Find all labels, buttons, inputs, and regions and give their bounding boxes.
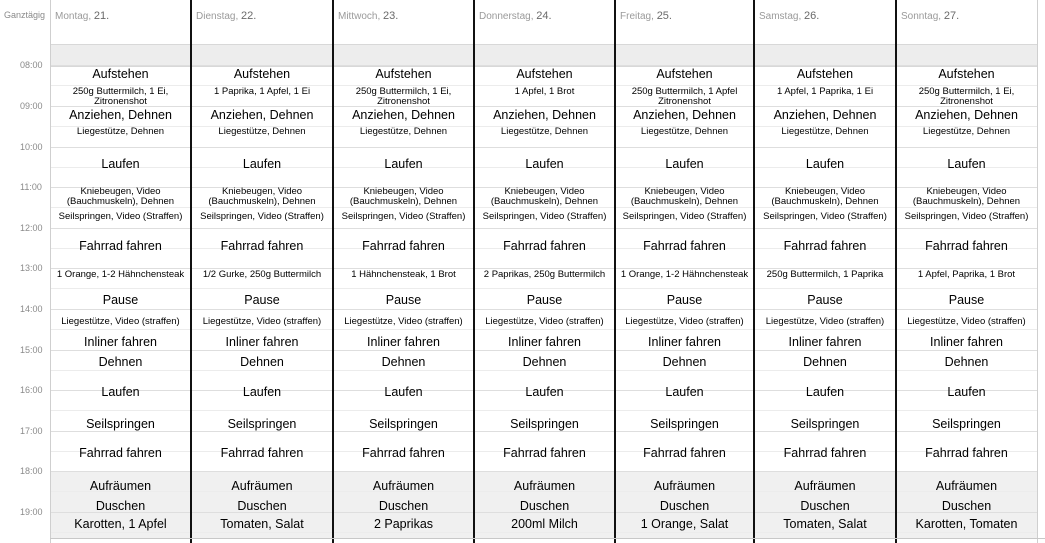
calendar-event[interactable]: 250g Buttermilch, 1 Apfel Zitronenshot <box>631 86 738 107</box>
half-hour-line <box>896 329 1037 330</box>
hour-line <box>615 147 754 148</box>
calendar-event[interactable]: Dehnen <box>803 355 847 369</box>
hour-line <box>474 431 615 432</box>
hour-line <box>896 309 1037 310</box>
calendar-event[interactable]: Anziehen, Dehnen <box>493 108 596 122</box>
calendar-event[interactable]: Dehnen <box>381 355 426 369</box>
calendar-event[interactable]: Liegestütze, Video (straffen) <box>907 316 1026 327</box>
calendar-event[interactable]: Tomaten, Salat <box>783 517 867 531</box>
day-date: 21. <box>93 10 110 22</box>
calendar-event[interactable]: Liegestütze, Dehnen <box>76 126 165 137</box>
half-hour-line <box>191 329 333 330</box>
allday-slot[interactable] <box>615 44 754 67</box>
hour-line <box>333 65 474 66</box>
calendar-event[interactable]: Seilspringen, Video (Straffen) <box>482 211 607 222</box>
calendar-event[interactable]: Laufen <box>242 385 282 399</box>
day-name: Mittwoch, <box>338 11 381 22</box>
day-name: Freitag, <box>620 11 654 22</box>
calendar-event[interactable]: Pause <box>666 293 703 307</box>
allday-slot[interactable] <box>191 44 333 67</box>
calendar-event[interactable]: 200ml Milch <box>511 517 578 531</box>
calendar-event[interactable]: Duschen <box>378 499 429 513</box>
calendar-event[interactable]: Aufstehen <box>516 67 573 81</box>
hour-line <box>333 350 474 351</box>
hour-line <box>754 431 896 432</box>
day-date: 24. <box>536 10 552 22</box>
calendar-event[interactable]: Seilspringen, Video (Straffen) <box>200 211 324 222</box>
calendar-event[interactable]: Seilspringen <box>369 417 438 431</box>
calendar-event[interactable]: Fahrrad fahren <box>503 446 586 460</box>
calendar-event[interactable]: Seilspringen <box>86 417 155 431</box>
hour-line <box>191 106 333 107</box>
calendar-event[interactable]: Fahrrad fahren <box>925 239 1008 253</box>
calendar-event[interactable]: Karotten, Tomaten <box>915 517 1018 531</box>
hour-line <box>333 471 474 472</box>
calendar-event[interactable]: 1 Apfel, 1 Brot <box>514 86 575 97</box>
half-hour-line <box>896 410 1037 411</box>
calendar-event[interactable]: Aufstehen <box>656 67 713 81</box>
calendar-event[interactable]: Aufstehen <box>796 67 854 81</box>
calendar-event[interactable]: Liegestütze, Video (straffen) <box>625 316 744 327</box>
half-hour-line <box>615 288 754 289</box>
calendar-event[interactable]: Kniebeugen, Video (Bauchmuskeln), Dehnen <box>66 186 175 207</box>
calendar-event[interactable]: Inliner fahren <box>84 335 157 349</box>
calendar-event[interactable]: Seilspringen, Video (Straffen) <box>622 211 747 222</box>
calendar-event[interactable]: Inliner fahren <box>367 335 440 349</box>
hour-line <box>191 309 333 310</box>
calendar-event[interactable]: Anziehen, Dehnen <box>633 108 736 122</box>
half-hour-line <box>754 329 896 330</box>
calendar-event[interactable]: Liegestütze, Dehnen <box>781 126 869 137</box>
hour-line <box>615 309 754 310</box>
calendar-event[interactable]: Dehnen <box>944 355 989 369</box>
calendar-event[interactable]: Fahrrad fahren <box>362 446 445 460</box>
hour-line <box>191 65 333 66</box>
calendar-event[interactable]: 1 Apfel, 1 Paprika, 1 Ei <box>776 86 874 97</box>
calendar-event[interactable]: Aufräumen <box>231 479 293 493</box>
half-hour-line <box>896 532 1037 533</box>
half-hour-line <box>333 207 474 208</box>
day-name: Montag, <box>55 11 92 22</box>
calendar-event[interactable]: Liegestütze, Dehnen <box>500 126 589 137</box>
allday-slot[interactable] <box>50 44 191 67</box>
day-divider <box>332 0 334 543</box>
day-column[interactable] <box>50 0 191 541</box>
day-name: Sonntag, <box>901 11 942 22</box>
day-header[interactable] <box>479 10 552 22</box>
calendar-event[interactable]: Liegestütze, Dehnen <box>359 126 448 137</box>
calendar-event[interactable]: Liegestütze, Video (straffen) <box>485 316 604 327</box>
day-column[interactable] <box>191 0 333 541</box>
half-hour-line <box>474 288 615 289</box>
half-hour-line <box>333 410 474 411</box>
hour-line <box>191 350 333 351</box>
day-divider <box>190 0 192 543</box>
calendar-event[interactable]: Aufräumen <box>794 479 856 493</box>
allday-slot[interactable] <box>896 44 1037 67</box>
calendar-event[interactable]: Fahrrad fahren <box>220 446 304 460</box>
half-hour-line <box>50 410 191 411</box>
half-hour-line <box>191 288 333 289</box>
half-hour-line <box>50 288 191 289</box>
time-label: 16:00 <box>20 385 43 395</box>
calendar-event[interactable]: Seilspringen <box>510 417 579 431</box>
calendar-event[interactable]: 250g Buttermilch, 1 Ei, Zitronenshot <box>72 86 169 107</box>
hour-line <box>754 471 896 472</box>
calendar-event[interactable]: 2 Paprikas, 250g Buttermilch <box>483 269 606 280</box>
calendar-event[interactable]: Aufstehen <box>375 67 432 81</box>
calendar-event[interactable]: Laufen <box>525 157 564 171</box>
half-hour-line <box>474 532 615 533</box>
calendar-event[interactable]: Fahrrad fahren <box>79 239 162 253</box>
calendar-event[interactable]: Dehnen <box>98 355 143 369</box>
calendar-event[interactable]: Kniebeugen, Video (Bauchmuskeln), Dehnen <box>771 186 879 207</box>
hour-line <box>615 228 754 229</box>
day-column[interactable] <box>754 0 896 541</box>
calendar-event[interactable]: Liegestütze, Video (straffen) <box>344 316 463 327</box>
calendar-event[interactable]: Anziehen, Dehnen <box>773 108 877 122</box>
day-name: Samstag, <box>759 11 802 22</box>
time-label: 19:00 <box>20 507 43 517</box>
calendar-event[interactable]: Dehnen <box>240 355 284 369</box>
hour-line <box>50 147 191 148</box>
day-column[interactable] <box>896 0 1037 541</box>
calendar-event[interactable]: Fahrrad fahren <box>79 446 162 460</box>
calendar-event[interactable]: 1/2 Gurke, 250g Buttermilch <box>202 269 322 280</box>
calendar-event[interactable]: Kniebeugen, Video (Bauchmuskeln), Dehnen <box>490 186 599 207</box>
day-header[interactable] <box>620 10 672 22</box>
time-label: 18:00 <box>20 466 43 476</box>
hour-line <box>474 106 615 107</box>
day-divider <box>895 0 897 543</box>
hour-line <box>754 350 896 351</box>
half-hour-line <box>615 410 754 411</box>
hour-line <box>50 228 191 229</box>
calendar-event[interactable]: Seilspringen, Video (Straffen) <box>763 211 887 222</box>
half-hour-line <box>191 370 333 371</box>
calendar-event[interactable]: Seilspringen <box>932 417 1001 431</box>
day-column[interactable] <box>615 0 754 541</box>
calendar-event[interactable]: Duschen <box>941 499 992 513</box>
day-header[interactable] <box>338 10 398 22</box>
calendar-event[interactable]: Duschen <box>659 499 710 513</box>
day-date: 26. <box>804 10 820 22</box>
calendar-event[interactable]: Laufen <box>242 157 282 171</box>
calendar-event[interactable]: Aufstehen <box>92 67 149 81</box>
calendar-event[interactable]: 1 Paprika, 1 Apfel, 1 Ei <box>213 86 311 97</box>
time-label: 09:00 <box>20 101 43 111</box>
day-divider <box>614 0 616 543</box>
calendar-event[interactable]: Anziehen, Dehnen <box>915 108 1018 122</box>
gutter-divider <box>50 0 51 543</box>
day-column[interactable] <box>333 0 474 541</box>
time-label: 12:00 <box>20 223 43 233</box>
hour-line <box>474 147 615 148</box>
hour-line <box>896 471 1037 472</box>
hour-line <box>333 309 474 310</box>
calendar-event[interactable]: Seilspringen, Video (Straffen) <box>58 211 183 222</box>
half-hour-line <box>474 329 615 330</box>
calendar-event[interactable]: Seilspringen <box>227 417 297 431</box>
hour-line <box>50 309 191 310</box>
calendar-event[interactable]: Seilspringen, Video (Straffen) <box>904 211 1029 222</box>
calendar-event[interactable]: 1 Orange, 1-2 Hähnchensteak <box>56 269 185 280</box>
calendar-event[interactable]: Aufstehen <box>938 67 995 81</box>
hour-line <box>896 228 1037 229</box>
day-header[interactable] <box>196 10 256 22</box>
calendar-event[interactable]: Anziehen, Dehnen <box>69 108 172 122</box>
calendar-event[interactable]: Liegestütze, Dehnen <box>218 126 306 137</box>
half-hour-line <box>615 532 754 533</box>
hour-line <box>615 350 754 351</box>
calendar-event[interactable]: Laufen <box>805 385 845 399</box>
calendar-event[interactable]: Pause <box>526 293 563 307</box>
half-hour-line <box>754 410 896 411</box>
calendar-event[interactable]: 2 Paprikas <box>373 517 434 531</box>
calendar-event[interactable]: Pause <box>948 293 985 307</box>
half-hour-line <box>50 329 191 330</box>
hour-line <box>474 65 615 66</box>
hour-line <box>191 471 333 472</box>
hour-line <box>754 106 896 107</box>
hour-line <box>50 350 191 351</box>
calendar-event[interactable]: Dehnen <box>662 355 707 369</box>
calendar-event[interactable]: Duschen <box>95 499 146 513</box>
day-header[interactable] <box>901 10 959 22</box>
calendar-event[interactable]: Liegestütze, Dehnen <box>640 126 729 137</box>
hour-line <box>896 350 1037 351</box>
hour-line <box>191 147 333 148</box>
time-label: 10:00 <box>20 142 43 152</box>
hour-line <box>754 309 896 310</box>
half-hour-line <box>615 329 754 330</box>
half-hour-line <box>333 288 474 289</box>
calendar-event[interactable]: Fahrrad fahren <box>783 446 867 460</box>
calendar-event[interactable]: Liegestütze, Video (straffen) <box>61 316 180 327</box>
allday-slot[interactable] <box>474 44 615 67</box>
calendar-event[interactable]: 1 Hähnchensteak, 1 Brot <box>351 269 456 280</box>
calendar-event[interactable]: Fahrrad fahren <box>503 239 586 253</box>
hour-line <box>754 147 896 148</box>
calendar-event[interactable]: Anziehen, Dehnen <box>210 108 314 122</box>
time-label: 13:00 <box>20 263 43 273</box>
day-name: Donnerstag, <box>479 11 534 22</box>
calendar-event[interactable]: Aufstehen <box>233 67 291 81</box>
half-hour-line <box>474 410 615 411</box>
calendar-event[interactable]: 250g Buttermilch, 1 Paprika <box>766 269 884 280</box>
calendar-event[interactable]: Tomaten, Salat <box>220 517 304 531</box>
calendar-event[interactable]: Laufen <box>665 157 704 171</box>
half-hour-line <box>333 329 474 330</box>
time-label: 08:00 <box>20 60 43 70</box>
calendar-event[interactable]: Kniebeugen, Video (Bauchmuskeln), Dehnen <box>630 186 739 207</box>
day-name: Dienstag, <box>196 11 239 22</box>
half-hour-line <box>896 288 1037 289</box>
time-label: 15:00 <box>20 345 43 355</box>
calendar-event[interactable]: Dehnen <box>522 355 567 369</box>
hour-line <box>191 228 333 229</box>
calendar-event[interactable]: Inliner fahren <box>225 335 299 349</box>
half-hour-line <box>191 532 333 533</box>
right-border <box>1037 0 1038 543</box>
hour-line <box>474 228 615 229</box>
half-hour-line <box>50 207 191 208</box>
calendar-event[interactable]: Aufräumen <box>653 479 716 493</box>
calendar-event[interactable]: Duschen <box>237 499 287 513</box>
hour-line <box>615 65 754 66</box>
calendar-event[interactable]: Aufräumen <box>935 479 998 493</box>
time-label: 14:00 <box>20 304 43 314</box>
hour-line <box>896 147 1037 148</box>
hour-line <box>474 309 615 310</box>
calendar-event[interactable]: Anziehen, Dehnen <box>352 108 455 122</box>
half-hour-line <box>896 370 1037 371</box>
calendar-event[interactable]: Pause <box>244 293 280 307</box>
calendar-event[interactable]: Aufräumen <box>372 479 435 493</box>
day-header[interactable] <box>55 10 109 22</box>
time-label: 11:00 <box>20 182 42 192</box>
half-hour-line <box>50 532 191 533</box>
calendar-event[interactable]: Laufen <box>525 385 564 399</box>
calendar-event[interactable]: Inliner fahren <box>788 335 862 349</box>
allday-slot[interactable] <box>754 44 896 67</box>
calendar-event[interactable]: 250g Buttermilch, 1 Ei, Zitronenshot <box>355 86 452 107</box>
hour-line <box>615 471 754 472</box>
calendar-event[interactable]: Laufen <box>101 385 140 399</box>
calendar-event[interactable]: Duschen <box>800 499 850 513</box>
calendar-event[interactable]: Seilspringen <box>650 417 719 431</box>
half-hour-line <box>615 207 754 208</box>
day-date: 23. <box>383 10 399 22</box>
day-header[interactable] <box>759 10 819 22</box>
calendar-event[interactable]: Fahrrad fahren <box>643 446 726 460</box>
hour-line <box>333 147 474 148</box>
calendar-event[interactable]: Inliner fahren <box>508 335 581 349</box>
calendar-event[interactable]: Laufen <box>805 157 845 171</box>
day-date: 22. <box>241 10 257 22</box>
calendar-event[interactable]: Laufen <box>947 157 986 171</box>
day-date: 27. <box>943 10 960 22</box>
calendar-event[interactable]: Kniebeugen, Video (Bauchmuskeln), Dehnen <box>208 186 316 207</box>
half-hour-line <box>474 370 615 371</box>
hour-line <box>50 471 191 472</box>
allday-label: Ganztägig <box>4 10 46 20</box>
calendar-event[interactable]: 1 Apfel, Paprika, 1 Brot <box>917 269 1016 280</box>
hour-line <box>333 431 474 432</box>
half-hour-line <box>754 370 896 371</box>
calendar-event[interactable]: Laufen <box>665 385 704 399</box>
calendar-event[interactable]: Pause <box>807 293 843 307</box>
calendar-event[interactable]: Duschen <box>519 499 570 513</box>
calendar-event[interactable]: Liegestütze, Video (straffen) <box>202 316 322 327</box>
half-hour-line <box>474 207 615 208</box>
calendar-event[interactable]: Seilspringen, Video (Straffen) <box>341 211 466 222</box>
calendar-event[interactable]: Laufen <box>947 385 986 399</box>
day-column[interactable] <box>474 0 615 541</box>
day-divider <box>753 0 755 543</box>
allday-slot[interactable] <box>333 44 474 67</box>
calendar-event[interactable]: Kniebeugen, Video (Bauchmuskeln), Dehnen <box>912 186 1021 207</box>
calendar-event[interactable]: Pause <box>385 293 422 307</box>
hour-line <box>896 65 1037 66</box>
hour-line <box>50 65 191 66</box>
calendar-event[interactable]: Laufen <box>101 157 140 171</box>
time-label: 17:00 <box>20 426 43 436</box>
calendar-event[interactable]: Karotten, 1 Apfel <box>74 517 167 531</box>
hour-line <box>754 65 896 66</box>
calendar-event[interactable]: 250g Buttermilch, 1 Ei, Zitronenshot <box>918 86 1015 107</box>
day-date: 25. <box>656 10 672 22</box>
half-hour-line <box>754 288 896 289</box>
half-hour-line <box>191 207 333 208</box>
half-hour-line <box>754 207 896 208</box>
calendar-event[interactable]: Liegestütze, Video (straffen) <box>765 316 885 327</box>
hour-line <box>615 431 754 432</box>
half-hour-line <box>896 207 1037 208</box>
day-divider <box>473 0 475 543</box>
calendar-event[interactable]: Fahrrad fahren <box>362 239 445 253</box>
calendar-event[interactable]: Aufräumen <box>89 479 152 493</box>
hour-line <box>896 431 1037 432</box>
bottom-border <box>50 538 1045 539</box>
calendar-event[interactable]: Aufräumen <box>513 479 576 493</box>
hour-line <box>754 228 896 229</box>
calendar-event[interactable]: Liegestütze, Dehnen <box>922 126 1011 137</box>
calendar-event[interactable]: Fahrrad fahren <box>220 239 304 253</box>
calendar-event[interactable]: Pause <box>102 293 139 307</box>
calendar-event[interactable]: Seilspringen <box>790 417 860 431</box>
hour-line <box>191 431 333 432</box>
hour-line <box>50 431 191 432</box>
hour-line <box>333 228 474 229</box>
half-hour-line <box>333 532 474 533</box>
calendar-event[interactable]: Fahrrad fahren <box>925 446 1008 460</box>
hour-line <box>474 350 615 351</box>
calendar-event[interactable]: Fahrrad fahren <box>643 239 726 253</box>
half-hour-line <box>50 370 191 371</box>
half-hour-line <box>615 370 754 371</box>
half-hour-line <box>754 532 896 533</box>
half-hour-line <box>333 370 474 371</box>
calendar-event[interactable]: Kniebeugen, Video (Bauchmuskeln), Dehnen <box>349 186 458 207</box>
calendar-event[interactable]: Inliner fahren <box>648 335 721 349</box>
calendar-event[interactable]: Laufen <box>384 385 423 399</box>
calendar-event[interactable]: 1 Orange, Salat <box>640 517 729 531</box>
calendar-event[interactable]: Laufen <box>384 157 423 171</box>
hour-line <box>474 471 615 472</box>
calendar-event[interactable]: Inliner fahren <box>930 335 1003 349</box>
calendar-event[interactable]: Fahrrad fahren <box>783 239 867 253</box>
calendar-event[interactable]: 1 Orange, 1-2 Hähnchensteak <box>620 269 749 280</box>
half-hour-line <box>191 410 333 411</box>
